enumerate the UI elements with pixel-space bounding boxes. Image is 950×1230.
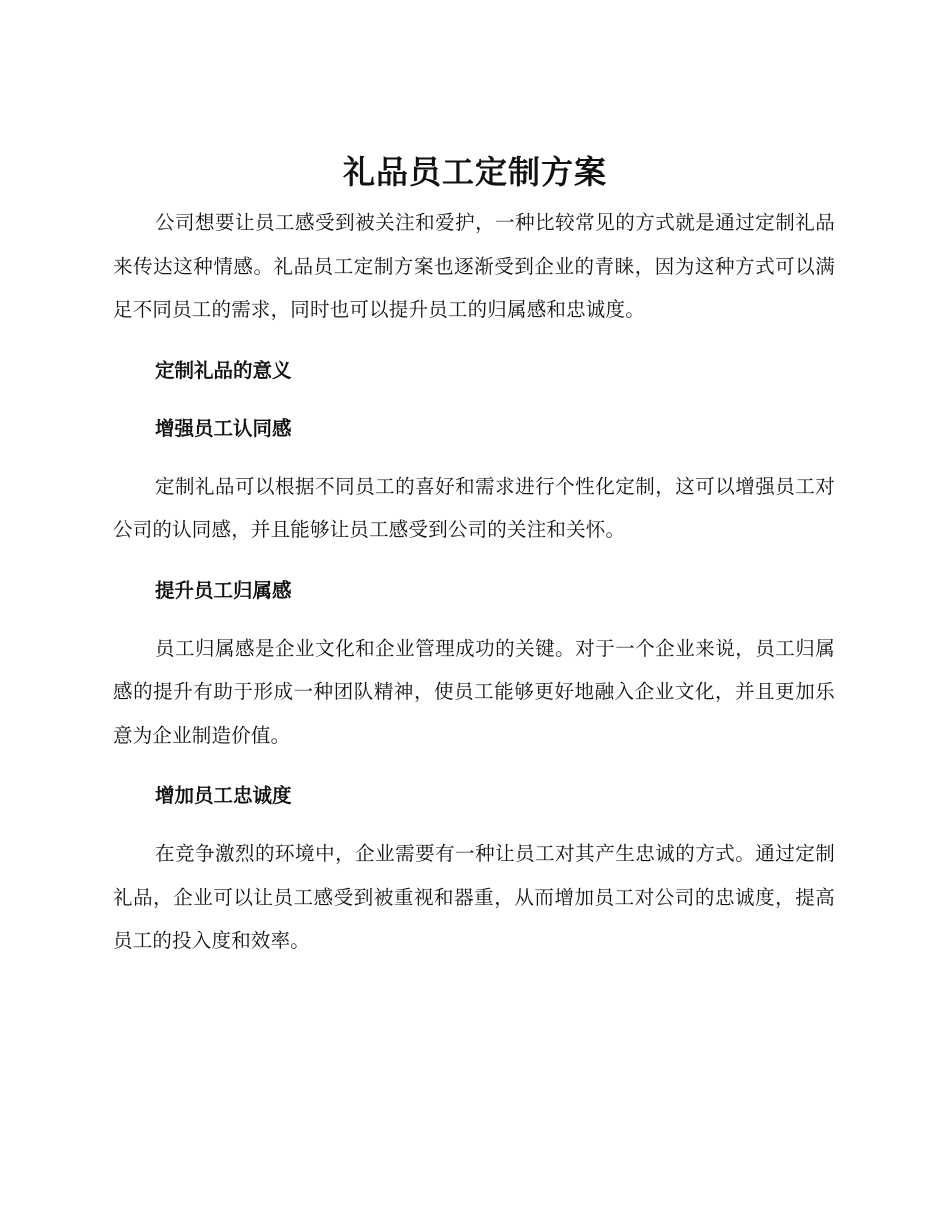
document-body <box>113 201 835 980</box>
document-title: 礼品员工定制方案 <box>342 153 607 191</box>
subsection-paragraph-loyalty: 在竞争激烈的环境中，企业需要有一种让员工对其产生忠诚的方式。通过定制礼品，企业可以让员工感受到被重视和器重，从而增加员工对公司的忠诚度，提高员工的投入度和效率。 <box>113 842 835 952</box>
subsection-paragraph-belonging: 员工归属感是企业文化和企业管理成功的关键。对于一个企业来说，员工归属感的提升有助于形成一种团队精神，使员工能够更好地融入企业文化，并且更加乐意为企业制造价值。 <box>113 636 835 747</box>
subsection-heading-identity: 增强员工认同感 <box>155 416 292 440</box>
subsection-heading-belonging: 提升员工归属感 <box>155 578 292 602</box>
subsection-heading-loyalty: 增加员工忠诚度 <box>155 784 292 807</box>
section-heading-meaning: 定制礼品的意义 <box>155 358 292 382</box>
intro-paragraph: 公司想要让员工感受到被关注和爱护，一种比较常见的方式就是通过定制礼品来传达这种情感。礼品员工定制方案也逐渐受到企业的青睐，因为这种方式可以满足不同员工的需求，同时也可以提升员工的归属感和忠诚度。 <box>113 211 835 321</box>
subsection-paragraph-identity: 定制礼品可以根据不同员工的喜好和需求进行个性化定制，这可以增强员工对公司的认同感，并且能够让员工感受到公司的关注和关怀。 <box>113 474 835 541</box>
